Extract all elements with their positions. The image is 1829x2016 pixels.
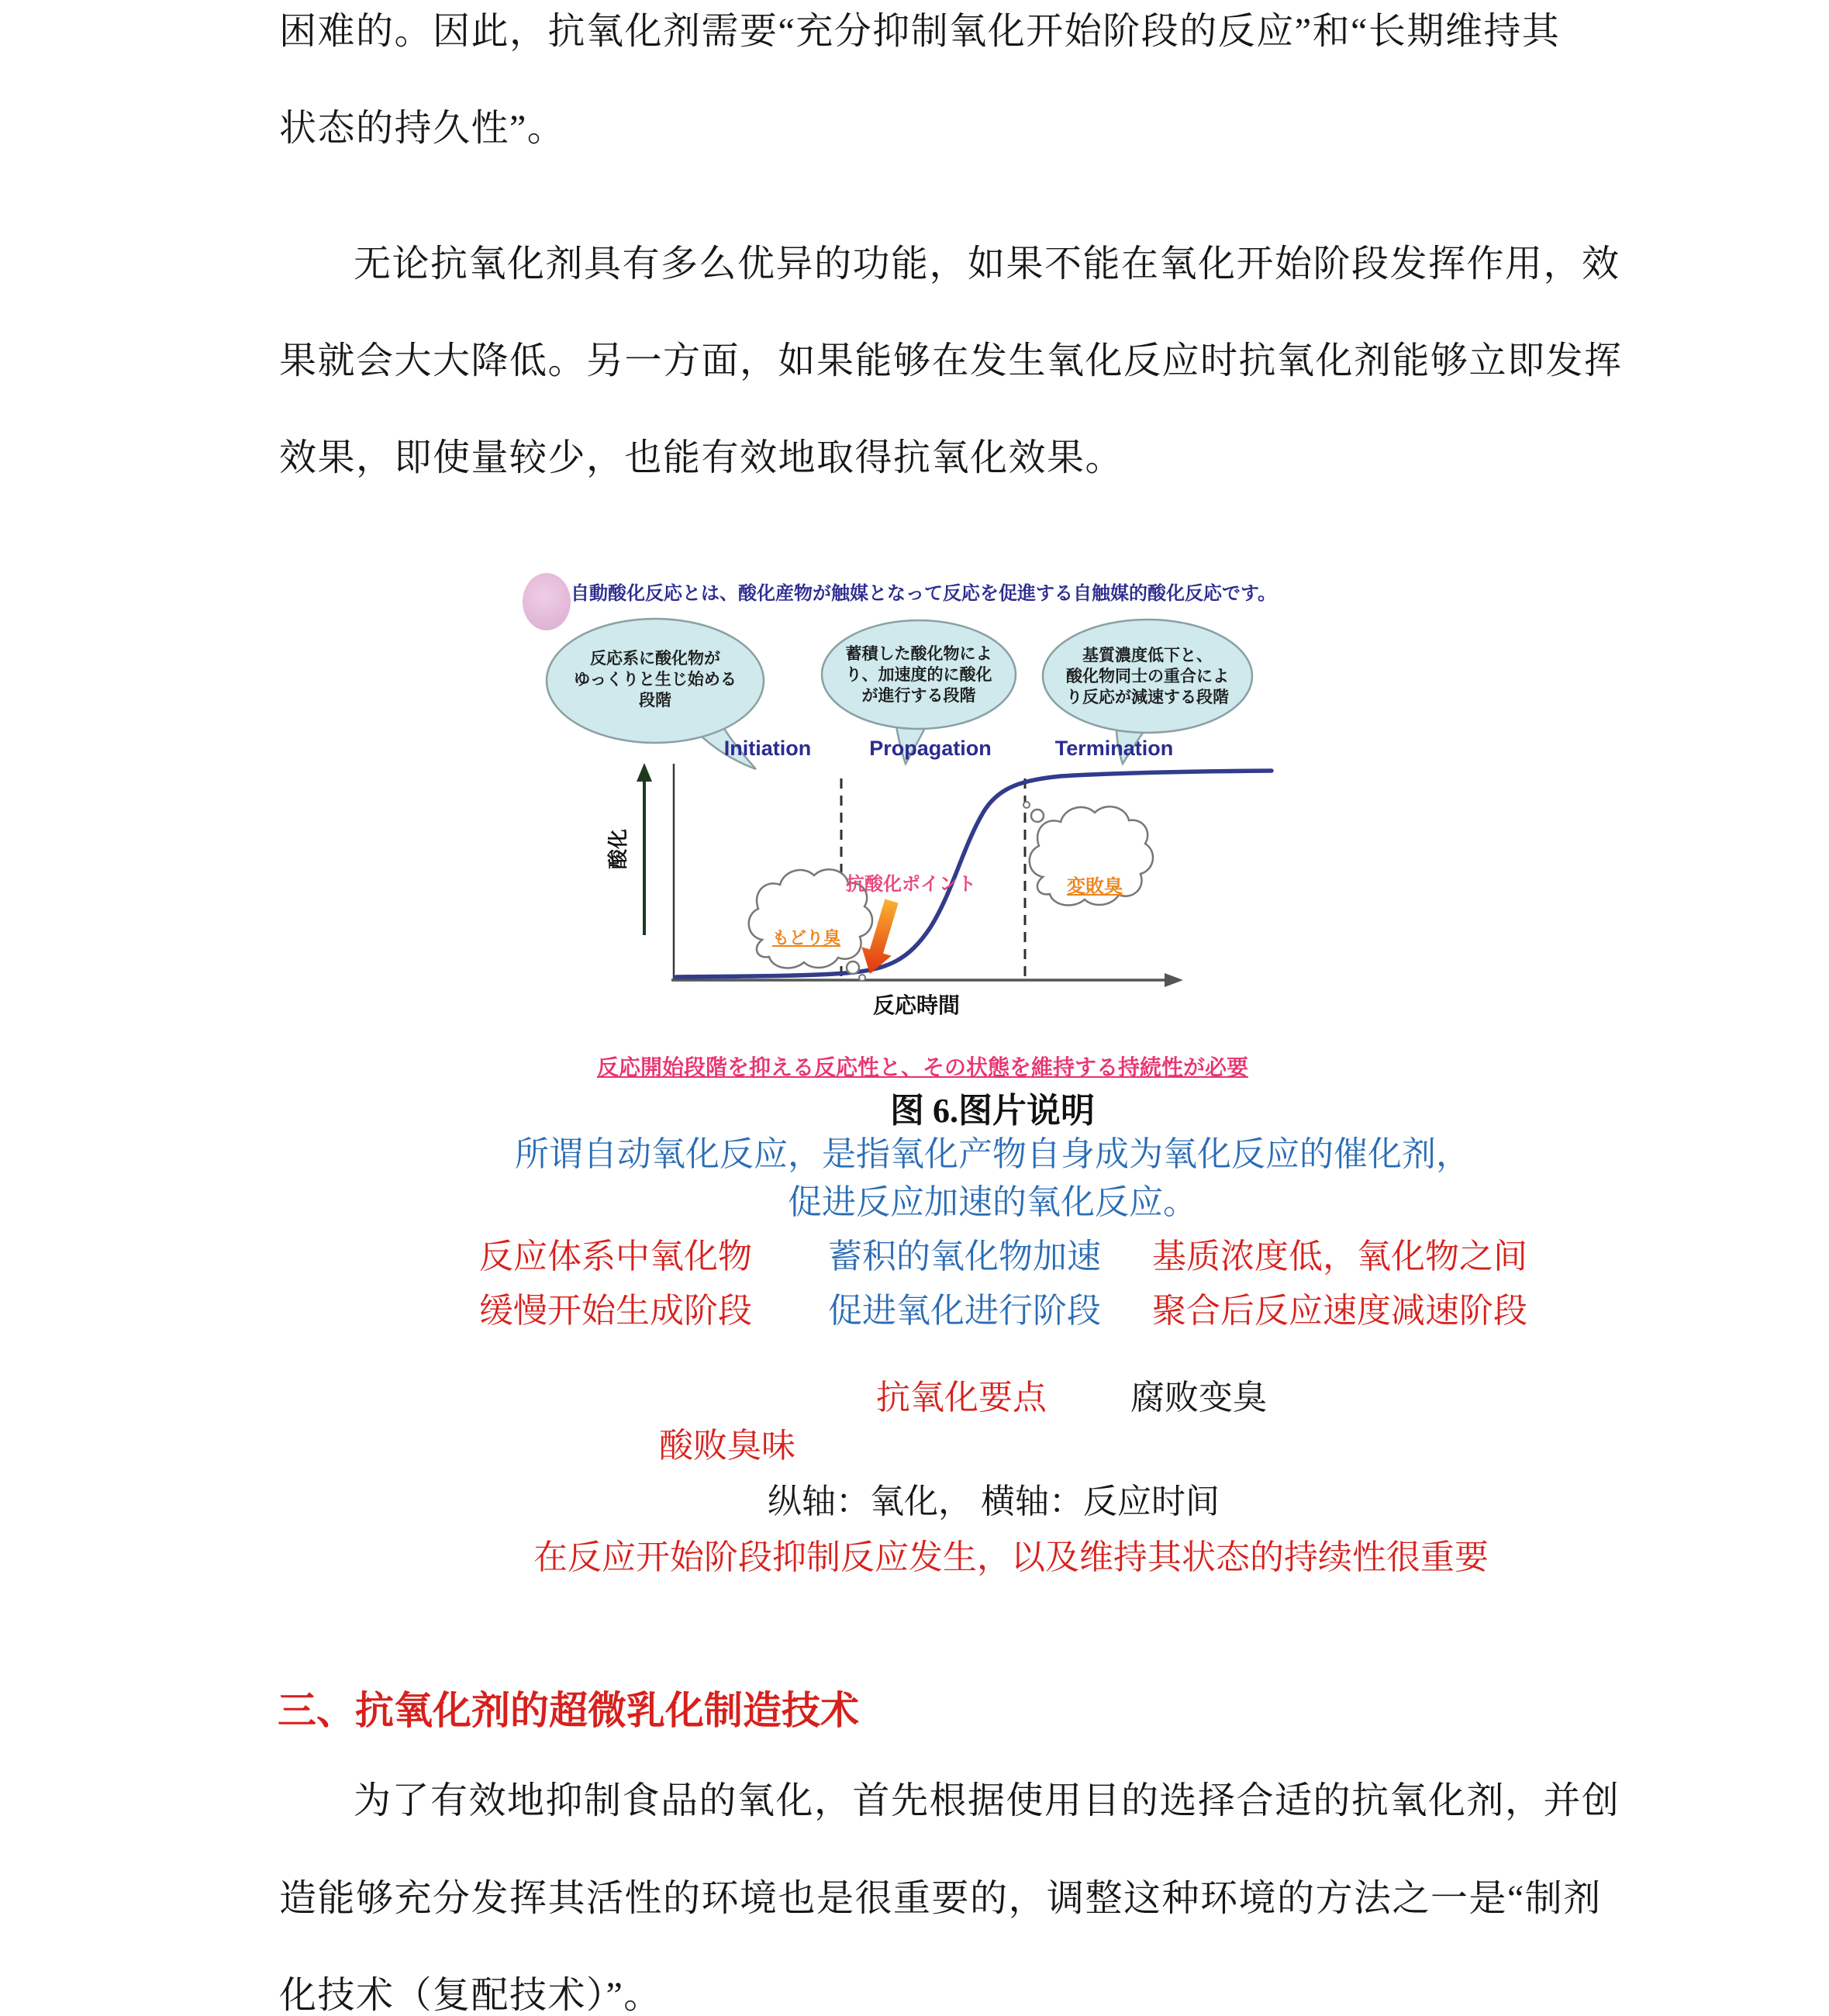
paragraph-line: 造能够充分发挥其活性的环境也是很重要的，调整这种环境的方法之一是“制剂 bbox=[279, 1878, 1602, 1919]
spoilage-odor-label: 変敗臭 bbox=[1067, 876, 1123, 897]
paragraph-line: 困难的。因此，抗氧化剂需要“充分抑制氧化开始阶段的反应”和“长期维持其 bbox=[279, 11, 1561, 52]
paragraph-line: 果就会大大降低。另一方面，如果能够在发生氧化反应时抗氧化剂能够立即发挥 bbox=[279, 340, 1623, 381]
cloud-puff bbox=[859, 975, 865, 981]
stage-col3-row1: 基质浓度低，氧化物之间 bbox=[1152, 1238, 1527, 1276]
bubble-initiation-text: 反応系に酸化物が ゆっくりと生じ始める 段階 bbox=[574, 650, 737, 709]
stage-col2-row1: 蓄积的氧化物加速 bbox=[828, 1238, 1101, 1276]
y-axis-label: 酸化 bbox=[606, 829, 630, 870]
figure-header: 自動酸化反応とは、酸化産物が触媒となって反応を促進する自触媒的酸化反応です。 bbox=[571, 583, 1277, 604]
decorative-pink-dot bbox=[523, 573, 571, 630]
paragraph-line: 化技术（复配技术）”。 bbox=[279, 1975, 662, 2016]
bubble-propagation-text: 蓄積した酸化物によ り、加速度的に酸化 が進行する段階 bbox=[845, 645, 992, 705]
paragraph-line: 状态的持久性”。 bbox=[279, 108, 566, 149]
bubble-termination-text: 基質濃度低下と、 酸化物同士の重合によ り反応が減速する段階 bbox=[1066, 647, 1229, 706]
phase-label-propagation: Propagation bbox=[869, 737, 992, 760]
x-axis-arrowhead bbox=[1165, 973, 1183, 987]
paragraph-line: 无论抗氧化剂具有多么优异的功能，如果不能在氧化开始阶段发挥作用，效 bbox=[354, 243, 1620, 285]
figure-bottom-note: 反応開始段階を抑える反応性と、その状態を維持する持続性が必要 bbox=[596, 1055, 1248, 1079]
paragraph-line: 效果，即使量较少，也能有效地取得抗氧化效果。 bbox=[279, 437, 1124, 478]
spoilage-odor-translated: 腐败变臭 bbox=[1130, 1379, 1267, 1417]
phase-label-termination: Termination bbox=[1054, 737, 1174, 760]
x-axis-label: 反応時間 bbox=[872, 993, 960, 1017]
stage-col1-row1: 反应体系中氧化物 bbox=[479, 1238, 752, 1276]
rancid-odor-translated: 酸败臭味 bbox=[659, 1427, 795, 1465]
section-heading: 三、抗氧化剂的超微乳化制造技术 bbox=[278, 1689, 859, 1732]
return-odor-label: もどり臭 bbox=[771, 928, 840, 948]
stage-col1-row2: 缓慢开始生成阶段 bbox=[479, 1292, 752, 1330]
cloud-puff bbox=[847, 961, 859, 974]
cloud-puff bbox=[1031, 810, 1044, 822]
cloud-puff bbox=[1023, 802, 1030, 808]
explanation-blue-line: 促进反应加速的氧化反应。 bbox=[788, 1183, 1197, 1221]
phase-label-initiation: Initiation bbox=[723, 737, 812, 760]
figure-caption: 图 6.图片说明 bbox=[890, 1092, 1095, 1130]
figure-image bbox=[512, 570, 1334, 1082]
antioxidant-keypoint-label: 抗氧化要点 bbox=[876, 1379, 1047, 1417]
stage-col2-row2: 促进氧化进行阶段 bbox=[828, 1292, 1101, 1330]
y-axis-arrowhead bbox=[637, 763, 652, 782]
axes-note: 纵轴：氧化， 横轴：反应时间 bbox=[768, 1483, 1220, 1521]
antioxidant-point-label: 抗酸化ポイント bbox=[846, 874, 976, 895]
paragraph-line: 为了有效地抑制食品的氧化，首先根据使用目的选择合适的抗氧化剂，并创 bbox=[354, 1780, 1620, 1821]
stage-col3-row2: 聚合后反应速度减速阶段 bbox=[1152, 1292, 1527, 1330]
conclusion-line: 在反应开始阶段抑制反应发生，以及维持其状态的持续性很重要 bbox=[533, 1538, 1489, 1576]
explanation-blue-line: 所谓自动氧化反应，是指氧化产物自身成为氧化反应的催化剂， bbox=[515, 1135, 1470, 1173]
